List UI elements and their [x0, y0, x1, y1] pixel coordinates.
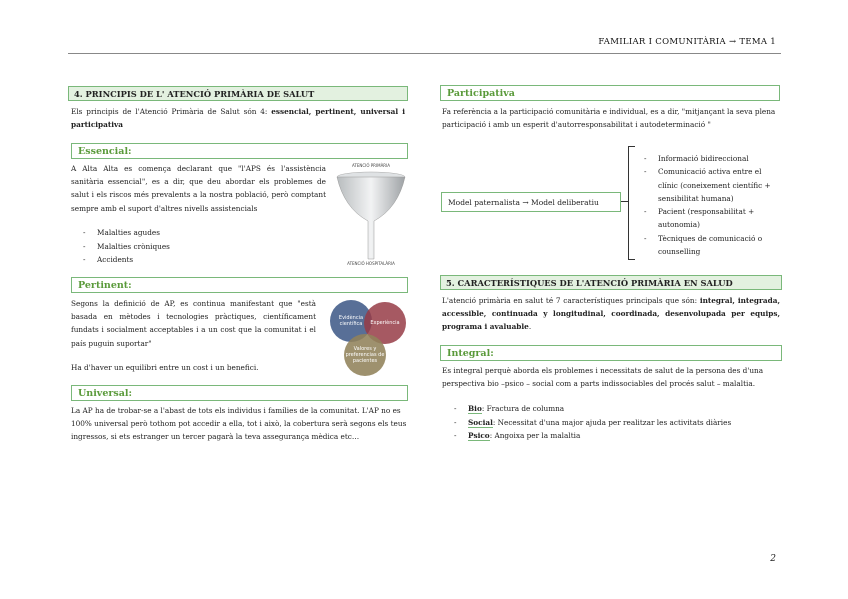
venn-circle-experience: Experiència [364, 302, 406, 344]
pertinent-text-2: Ha d'haver un equilibri entre un cost i un benefici. [71, 363, 259, 372]
pertinent-text: Segons la definició de AP, es continua manifestant que "està basada en mètodes i tecnologies pràctiques, científicament fundats i socialment acceptables i a un cost que la comunitat i el país puguin suportar" [71, 299, 316, 348]
universal-heading: Universal: [71, 385, 408, 401]
caract-bold: integral, integrada, accessible, continuada y longitudinal, coordinada, desenvolupada per equips, programa i avaluable [442, 296, 780, 332]
essencial-heading: Essencial: [71, 143, 408, 159]
venn-diagram [328, 300, 408, 376]
caract-text: L'atenció primària en salut té 7 característiques principals que són: [442, 296, 700, 305]
funnel-bottom-label: ATENCIÓ HOSPITALÀRIA [347, 261, 395, 266]
participativa-text: Fa referència a la participació comunitària e individual, es a dir, "mitjançant la seva plena participació i amb un esperit d'autorresponsabilitat i autodeterminació " [442, 107, 776, 130]
integral-heading: Integral: [440, 345, 782, 361]
funnel-top-label: ATENCIÓ PRIMÀRIA [351, 163, 391, 168]
list-item: - Tècniques de comunicació o counselling [632, 232, 782, 259]
list-item: - Pacient (responsabilitat + autonomia) [632, 205, 782, 232]
list-item: - Psico: Angoixa per la malaltia [442, 429, 780, 443]
list-item: - Accidents [71, 253, 271, 267]
section-5-title: 5. CARACTERÍSTIQUES DE L'ATENCIÓ PRIMÀRIA EN SALUD [440, 275, 782, 290]
integral-text: Es integral perquè aborda els problemes i necessitats de salut de la persona des d'una perspectiva bio –psico – social com a parts indissociables del procés salut – malaltia. [442, 366, 764, 389]
model-box: Model paternalista → Model deliberatiu [441, 192, 621, 212]
pertinent-heading: Pertinent: [71, 277, 408, 293]
section-4-title: 4. PRINCIPIS DE L' ATENCIÓ PRIMÀRIA DE SALUT [68, 86, 408, 101]
running-header: FAMILIAR I COMUNITÀRIA → TEMA 1 [598, 37, 776, 47]
brace-connector [621, 201, 628, 202]
venn-circle-evidence: Evidència científica [330, 300, 372, 342]
intro-bold: essencial, pertinent, universal i participativa [71, 107, 405, 130]
page-number: 2 [770, 554, 776, 564]
intro-paragraph [71, 105, 405, 131]
essencial-text: A Alta Alta es comença declarant que "l'APS és l'assistència sanitària essencial", es a dir, que deu abordar els problemes de salut i els riscos més prevalents a la nostra població, però comptant sempre amb el suport d'altres nivells assistencials [71, 164, 326, 213]
funnel-image [334, 163, 408, 269]
funnel-icon [334, 163, 408, 269]
list-item: - Informació bidireccional [632, 152, 782, 165]
participativa-heading: Participativa [440, 85, 780, 101]
integral-list [442, 402, 780, 443]
header-rule [68, 53, 781, 54]
participativa-list [632, 152, 782, 258]
essencial-list [71, 226, 271, 267]
caract-paragraph: L'atenció primària en salut té 7 característiques principals que són: integral, integrada, accessible, continuada y longitudinal, coordinada, desenvolupada per equips, programa i avaluable. [442, 296, 780, 332]
list-item: - Social: Necessitat d'una major ajuda per realitzar les activitats diàries [442, 416, 780, 430]
list-item: - Malalties cròniques [71, 240, 271, 254]
list-item: - Malalties agudes [71, 226, 271, 240]
intro-text: Els principis de l'Atenció Primària de Salut són 4: [71, 107, 272, 116]
universal-text: La AP ha de trobar-se a l'abast de tots els individus i famílies de la comunitat. L'AP no es 100% universal però tothom pot accedir a ella, tot i això, la cobertura serà segons els teus ingressos, si ets estranger un tercer pagarà la teva assegurança mèdica etc… [71, 406, 407, 442]
venn-circle-values: Valores y preferencias de pacientes [344, 334, 386, 376]
list-item: - Bio: Fractura de columna [442, 402, 780, 416]
list-item: - Comunicació activa entre el clínic (coneixement científic + sensibilitat humana) [632, 165, 782, 205]
